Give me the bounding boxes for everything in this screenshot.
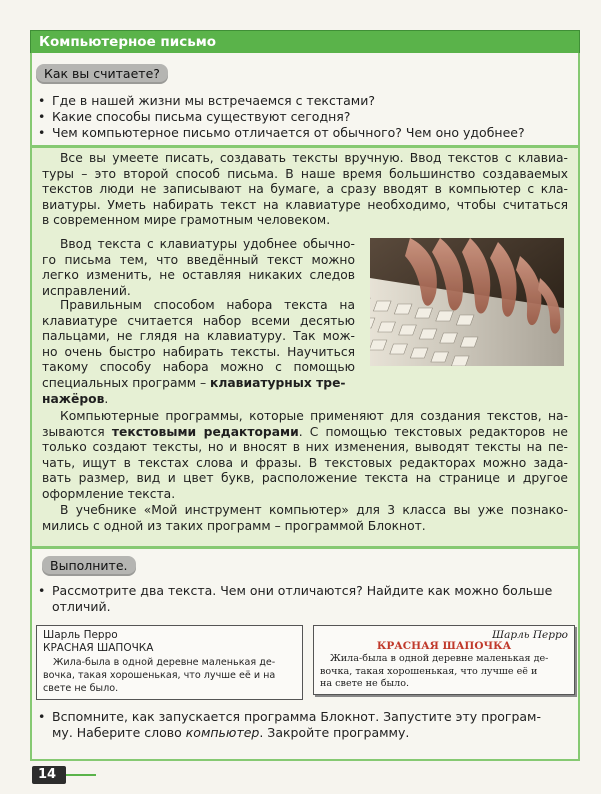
keyboard-photo bbox=[370, 238, 564, 366]
text-sample-plain bbox=[36, 625, 303, 700]
text-sample-formatted bbox=[313, 625, 575, 695]
keyboard-hands-image bbox=[370, 238, 564, 366]
paragraph-touch-typing: Правильным способом набора текста на клавиатуре считается набор всеми десятью пальцами, не глядя на клавиатуру. Так мож- но очень быстро набирать тексты. Научиться такому способу набора можно с помощью специальных программ – клавиатурных тре- нажёров. bbox=[42, 298, 355, 406]
sample1-title: КРАСНАЯ ШАПОЧКА bbox=[43, 642, 154, 654]
page-number-badge bbox=[32, 766, 66, 784]
page-number-line bbox=[66, 774, 96, 776]
task-item-compare: • Рассмотрите два текста. Чем они отличаются? Найдите как можно больше отличий. bbox=[38, 583, 553, 614]
task-label: Выполните. bbox=[42, 556, 136, 576]
paragraph-text-editors: Компьютерные программы, которые применяют для создания текстов, на- зываются текстовыми редакторами. С помощью текстовых редакторов не только создают тексты, но и вносят в них изменения, выводят тексты на пе- чать, ищут в текстах слова и фразы. В текстовых редакторах можно зада- вать размер, вид и цвет букв, расположение текста на странице и другое оформление текста. bbox=[42, 409, 568, 501]
task-item-notepad: • Вспомните, как запускается программа Блокнот. Запустите эту програм- му. Наберите слово компьютер. Закройте программу. bbox=[38, 709, 542, 740]
sample2-body: Жила-была в одной деревне маленькая де- вочка, такая хорошенькая, что лучше её и на свете не было. bbox=[320, 653, 549, 689]
question-item: • Чем компьютерное письмо отличается от обычного? Чем оно удобнее? bbox=[38, 125, 525, 140]
questions-label: Как вы считаете? bbox=[36, 64, 168, 84]
term-text-editors: текстовыми редакторами bbox=[111, 424, 299, 439]
page-title: Компьютерное письмо bbox=[39, 34, 217, 50]
sample1-body: Жила-была в одной деревне маленькая де- вочка, такая хорошенькая, что лучше её и на свете не было. bbox=[43, 657, 276, 694]
question-item: • Какие способы письма существуют сегодня? bbox=[38, 109, 351, 124]
question-item: • Где в нашей жизни мы встречаемся с текстами? bbox=[38, 93, 375, 108]
sample2-title: КРАСНАЯ ШАПОЧКА bbox=[376, 640, 512, 652]
term-keyboard-trainers: клавиатурных тре- bbox=[210, 375, 346, 390]
paragraph-notepad: В учебнике «Мой инструмент компьютер» для 3 класса вы уже познако- мились с одной из таких программ – программой Блокнот. bbox=[42, 503, 568, 533]
paragraph-keyboard-input: Ввод текста с клавиатуры удобнее обычно- го письма тем, что введённый текст можно легко изменить, не оставляя никаких следов исправлений. bbox=[42, 237, 355, 298]
sample2-author: Шарль Перро bbox=[492, 629, 568, 641]
page-number: 14 bbox=[38, 767, 57, 782]
title-banner bbox=[30, 30, 580, 55]
sample1-author: Шарль Перро bbox=[43, 629, 118, 641]
paragraph-intro: Все вы умеете писать, создавать тексты вручную. Ввод текстов с клавиа- туры – это второй способ письма. В наше время большинство создаваемых текстов люди не записывают на бумаге, а сразу вводят в компьютер с кла- виатуры. Уметь набирать текст на клавиатуре необходимо, чтобы считаться в современном мире грамотным человеком. bbox=[42, 151, 568, 228]
term-computer: компьютер bbox=[185, 725, 260, 740]
